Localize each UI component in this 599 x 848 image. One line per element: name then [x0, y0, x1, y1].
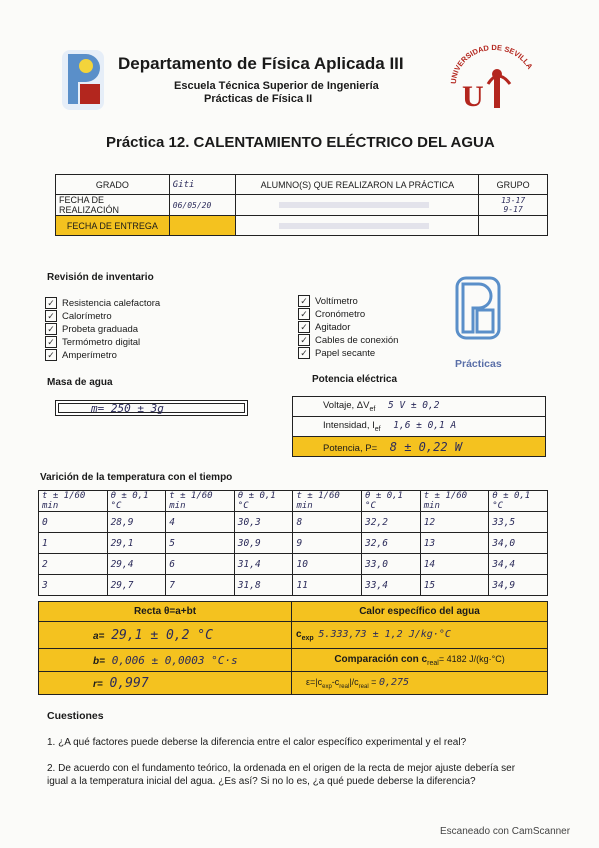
cexp-row[interactable]: $c_{exp}$ 5.333,73 ± 1,2 J/kg·°C: [292, 622, 548, 649]
inventory-title: Revisión de inventario: [47, 272, 154, 283]
voltaje-row[interactable]: Voltaje, $\Delta V_{ef}$ 5 V ± 0,2: [293, 397, 546, 417]
inventory-item[interactable]: ✓ Resistencia calefactora: [45, 297, 160, 309]
cexp-value: 5.333,73 ± 1,2 J/kg·°C: [318, 628, 451, 640]
checkbox-checked-icon[interactable]: ✓: [298, 347, 310, 359]
inventory-item[interactable]: ✓ Papel secante: [298, 347, 375, 359]
university-seal-icon: [448, 44, 540, 116]
inventory-item[interactable]: ✓ Probeta graduada: [45, 323, 138, 335]
fecha-realizacion-field[interactable]: 06/05/20: [169, 195, 236, 216]
alumnos-field-2[interactable]: [236, 216, 479, 236]
table-row: 1 29,1 5 30,9 9 32,6 13 34,0: [39, 533, 548, 554]
scanner-watermark: Escaneado con CamScanner: [440, 826, 571, 837]
calor-title: Calor específico del agua: [292, 602, 548, 622]
potencia-table: [292, 396, 546, 457]
variacion-title: Varición de la temperatura con el tiempo: [40, 472, 233, 483]
checkbox-checked-icon[interactable]: ✓: [298, 334, 310, 346]
masa-field[interactable]: m= 250 ± 3g: [55, 400, 248, 416]
recta-r-row[interactable]: r= 0,997: [39, 672, 292, 695]
question-1: 1. ¿A qué factores puede deberse la diferencia entre el calor específico experimental y el real?: [47, 737, 467, 748]
recta-a-row[interactable]: a= 29,1 ± 0,2 °C: [39, 622, 292, 649]
table-row: 3 29,7 7 31,8 11 33,4 15 34,9: [39, 575, 548, 596]
inventory-item[interactable]: ✓ Termómetro digital: [45, 336, 140, 348]
checkbox-checked-icon[interactable]: ✓: [45, 323, 57, 335]
alumnos-field[interactable]: [236, 195, 479, 216]
recta-r-value: 0,997: [109, 675, 149, 691]
inventory-item[interactable]: ✓ Cables de conexión: [298, 334, 398, 346]
university-name: UNIVERSIDAD DE SEVILLA: [448, 44, 535, 85]
grupo-field[interactable]: [479, 195, 548, 216]
checkbox-checked-icon[interactable]: ✓: [298, 308, 310, 320]
header-cell: θ ± 0,1 °C: [362, 491, 421, 512]
fecha-realizacion-label: FECHA DE REALIZACIÓN: [56, 195, 170, 216]
department-logo-icon: [60, 48, 106, 112]
inventory-item[interactable]: ✓ Voltímetro: [298, 295, 358, 307]
masa-title: Masa de agua: [47, 377, 113, 388]
epsilon-row[interactable]: $\varepsilon=|c_{exp}-c_{real}|/c_{real} = 0,275$: [292, 672, 548, 695]
checkbox-checked-icon[interactable]: ✓: [45, 336, 57, 348]
svg-text:U: U: [462, 80, 484, 113]
checkbox-checked-icon[interactable]: ✓: [45, 297, 57, 309]
recta-title: Recta θ=a+bt: [39, 602, 292, 622]
table-row: 2 29,4 6 31,4 10 33,0 14 34,4: [39, 554, 548, 575]
intensidad-row[interactable]: Intensidad, $I_{ef}$ 1,6 ± 0,1 A: [293, 417, 546, 437]
header-cell: t ± 1/60 min: [293, 491, 362, 512]
practice-title: Práctica 12. CALENTAMIENTO ELÉCTRICO DEL AGUA: [106, 134, 495, 151]
recta-b-row[interactable]: b= 0,006 ± 0,0003 °C·s: [39, 649, 292, 672]
course-name: Prácticas de Física II: [204, 93, 313, 105]
checkbox-checked-icon[interactable]: ✓: [298, 295, 310, 307]
header-cell: θ ± 0,1 °C: [234, 491, 293, 512]
header-cell: t ± 1/60 min: [420, 491, 489, 512]
practicas-label: Prácticas: [455, 358, 502, 370]
checkbox-checked-icon[interactable]: ✓: [45, 310, 57, 322]
grupo-value-1: 13-17: [501, 196, 526, 205]
comparacion-row: Comparación con $c_{real}= 4182$ J/(kg·°C): [292, 649, 548, 672]
cuestiones-title: Cuestiones: [47, 710, 104, 722]
info-table: [55, 174, 548, 236]
inventory-item[interactable]: ✓ Calorímetro: [45, 310, 112, 322]
alumnos-label: ALUMNO(S) QUE REALIZARON LA PRÁCTICA: [236, 175, 479, 195]
checkbox-checked-icon[interactable]: ✓: [45, 349, 57, 361]
table-row: 0 28,9 4 30,3 8 32,2 12 33,5: [39, 512, 548, 533]
fecha-entrega-label: FECHA DE ENTREGA: [56, 216, 170, 236]
header-cell: t ± 1/60 min: [39, 491, 108, 512]
fecha-entrega-field[interactable]: [169, 216, 236, 236]
inventory-item[interactable]: ✓ Amperímetro: [45, 349, 117, 361]
voltaje-value: 5 V ± 0,2: [387, 400, 440, 412]
potencia-title: Potencia eléctrica: [312, 374, 398, 385]
temperature-table: [38, 490, 548, 596]
grupo-field-2[interactable]: [479, 216, 548, 236]
grupo-value-2: 9-17: [503, 205, 523, 214]
header-cell: t ± 1/60 min: [166, 491, 235, 512]
checkbox-checked-icon[interactable]: ✓: [298, 321, 310, 333]
practicas-logo-icon: [447, 276, 509, 354]
potencia-value: 8 ± 0,22 W: [389, 439, 463, 454]
inventory-item[interactable]: ✓ Cronómetro: [298, 308, 365, 320]
school-name: Escuela Técnica Superior de Ingeniería: [174, 80, 379, 92]
table-header-row: [39, 491, 548, 512]
department-title: Departamento de Física Aplicada III: [118, 54, 404, 73]
intensidad-value: 1,6 ± 0,1 A: [393, 420, 457, 432]
inventory-item[interactable]: ✓ Agitador: [298, 321, 350, 333]
recta-a-value: 29,1 ± 0,2 °C: [111, 627, 213, 643]
grado-label: GRADO: [56, 175, 170, 195]
potencia-row[interactable]: Potencia, P= 8 ± 0,22 W: [293, 437, 546, 457]
results-table: [38, 601, 548, 695]
question-2: 2. De acuerdo con el fundamento teórico, la ordenada en el origen de la recta de mejor ajuste debería ser igual a la temperatura inicial del agua. ¿Es así? Si no lo es, ¿a qué puede deberse la diferencia?: [47, 763, 516, 787]
grupo-label: GRUPO: [479, 175, 548, 195]
grado-field[interactable]: Giti: [169, 175, 236, 195]
recta-b-value: 0,006 ± 0,0003 °C·s: [111, 653, 238, 667]
header-cell: θ ± 0,1 °C: [107, 491, 166, 512]
header-cell: θ ± 0,1 °C: [489, 491, 548, 512]
epsilon-value: 0,275: [378, 676, 410, 688]
